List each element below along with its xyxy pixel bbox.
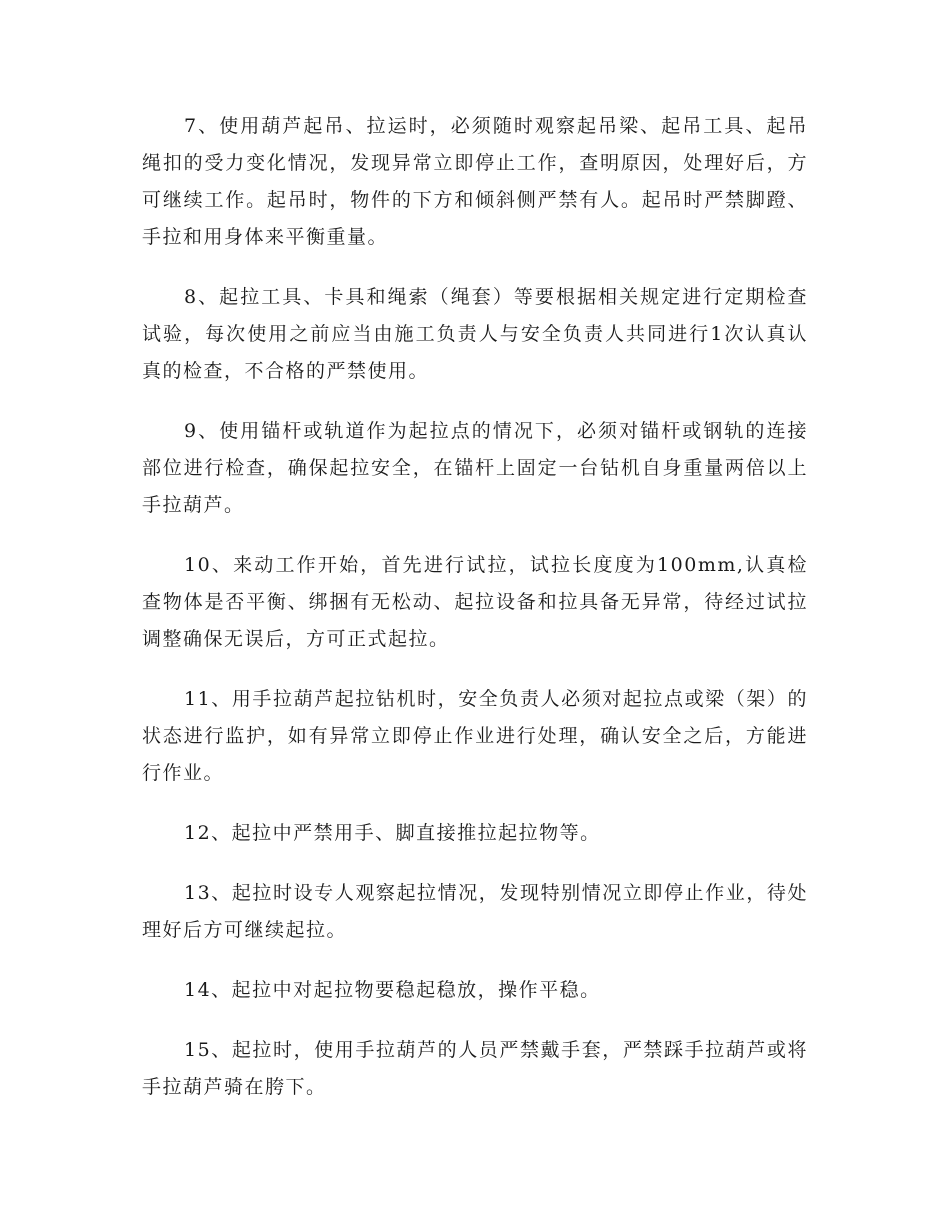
paragraph-item-10: 10、来动工作开始，首先进行试拉，试拉长度度为100mm,认真检查物体是否平衡、绑捆有无松动、起拉设备和拉具备无异常，待经过试拉调整确保无误后，方可正式起拉。 <box>142 554 808 650</box>
document-body <box>142 108 808 1129</box>
paragraph-item-8: 8、起拉工具、卡具和绳索（绳套）等要根据相关规定进行定期检查试验，每次使用之前应当由施工负责人与安全负责人共同进行1次认真认真的检查，不合格的严禁使用。 <box>142 286 808 382</box>
paragraph-item-12: 12、起拉中严禁用手、脚直接推拉起拉物等。 <box>184 822 601 844</box>
paragraph-item-13: 13、起拉时设专人观察起拉情况，发现特别情况立即停止作业，待处理好后方可继续起拉。 <box>142 882 808 941</box>
paragraph-item-7: 7、使用葫芦起吊、拉运时，必须随时观察起吊梁、起吊工具、起吊绳扣的受力变化情况，发现异常立即停止工作，查明原因，处理好后，方可继续工作。起吊时，物件的下方和倾斜侧严禁有人。起吊时严禁脚蹬、手拉和用身体来平衡重量。 <box>142 115 808 248</box>
paragraph-item-9: 9、使用锚杆或轨道作为起拉点的情况下，必须对锚杆或钢轨的连接部位进行检查，确保起拉安全，在锚杆上固定一台钻机自身重量两倍以上手拉葫芦。 <box>142 420 808 516</box>
paragraph-item-11: 11、用手拉葫芦起拉钻机时，安全负责人必须对起拉点或梁（架）的状态进行监护，如有异常立即停止作业进行处理，确认安全之后，方能进行作业。 <box>142 688 808 784</box>
paragraph-item-14: 14、起拉中对起拉物要稳起稳放，操作平稳。 <box>184 979 601 1001</box>
paragraph-item-15: 15、起拉时，使用手拉葫芦的人员严禁戴手套，严禁踩手拉葫芦或将手拉葫芦骑在胯下。 <box>142 1039 808 1098</box>
